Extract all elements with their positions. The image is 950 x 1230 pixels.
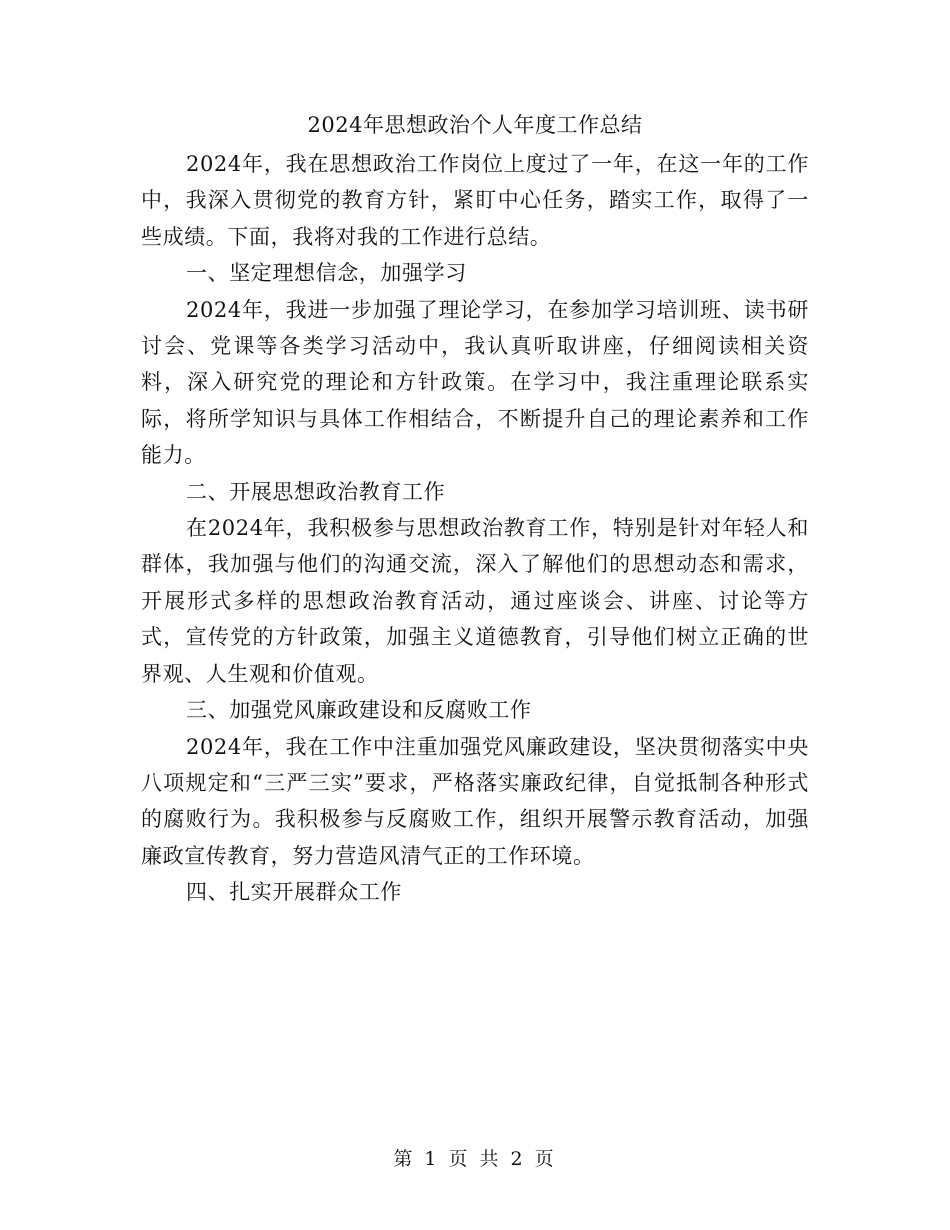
section-heading-1: 一、坚定理想信念，加强学习: [186, 261, 467, 286]
section-heading-4: 四、扎实开展群众工作: [186, 880, 402, 905]
section-paragraph-3: 2024年，我在工作中注重加强党风廉政建设，坚决贯彻落实中央八项规定和“三严三实”要求，严格落实廉政纪律，自觉抵制各种形式的腐败行为。我积极参与反腐败工作，组织开展警示教育活动，加强廉政宣传教育，努力营造风清气正的工作环境。: [141, 734, 809, 868]
section-paragraph-1: 2024年，我进一步加强了理论学习，在参加学习培训班、读书研讨会、党课等各类学习活动中，我认真听取讲座，仔细阅读相关资料，深入研究党的理论和方针政策。在学习中，我注重理论联系实际，将所学知识与具体工作相结合，不断提升自己的理论素养和工作能力。: [141, 297, 809, 468]
section-paragraph-2: 在2024年，我积极参与思想政治教育工作，特别是针对年轻人和群体，我加强与他们的沟通交流，深入了解他们的思想动态和需求，开展形式多样的思想政治教育活动，通过座谈会、讲座、讨论等方式，宣传党的方针政策，加强主义道德教育，引导他们树立正确的世界观、人生观和价值观。: [141, 516, 809, 686]
document-title: 2024年思想政治个人年度工作总结: [307, 113, 643, 137]
section-heading-2: 二、开展思想政治教育工作: [186, 479, 446, 504]
page-footer: 第 1 页 共 2 页: [393, 1148, 557, 1170]
section-heading-3: 三、加强党风廉政建设和反腐败工作: [186, 698, 532, 723]
document-body: [141, 146, 809, 911]
intro-paragraph: 2024年，我在思想政治工作岗位上度过了一年，在这一年的工作中，我深入贯彻党的教育方针，紧盯中心任务，踏实工作，取得了一些成绩。下面，我将对我的工作进行总结。: [141, 152, 809, 249]
